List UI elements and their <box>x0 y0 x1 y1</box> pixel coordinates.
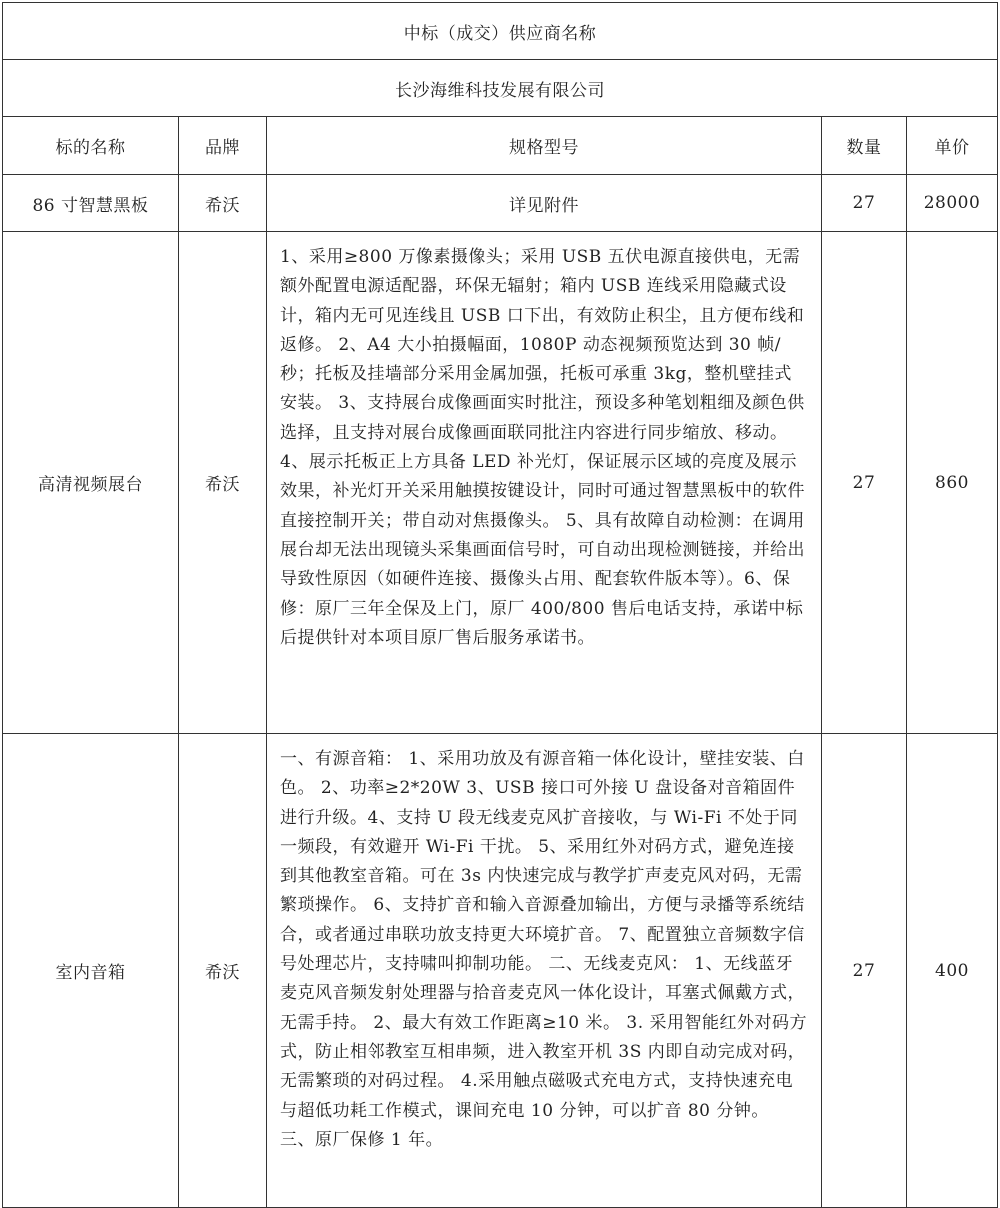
item-qty: 27 <box>822 734 907 1208</box>
item-brand: 希沃 <box>179 734 267 1208</box>
item-spec: 1、采用≥800 万像素摄像头；采用 USB 五伏电源直接供电，无需额外配置电源适配器，环保无辐射；箱内 USB 连线采用隐藏式设计，箱内无可见连线且 USB 口下出，有效防止积尘，且方便布线和返修。 2、A4 大小拍摄幅面，1080P 动态视频预览达到 30 帧/秒；托板及挂墙部分采用金属加强，托板可承重 3kg，整机壁挂式安装。 3、支持展台成像画面实时批注，预设多种笔划粗细及颜色供选择，且支持对展台成像画面联同批注内容进行同步缩放、移动。 4、展示托板正上方具备 LED 补光灯，保证展示区域的亮度及展示效果，补光灯开关采用触摸按键设计，同时可通过智慧黑板中的软件直接控制开关；带自动对焦摄像头。 5、具有故障自动检测：在调用展台却无法出现镜头采集画面信号时，可自动出现检测链接，并给出导致性原因（如硬件连接、摄像头占用、配套软件版本等）。6、保修：原厂三年全保及上门，原厂 400/800 售后电话支持，承诺中标后提供针对本项目原厂售后服务承诺书。 <box>267 232 822 734</box>
title-row <box>3 3 998 60</box>
table-row <box>3 232 998 734</box>
header-brand: 品牌 <box>179 117 267 175</box>
item-name: 86 寸智慧黑板 <box>3 175 179 232</box>
item-spec: 详见附件 <box>267 175 822 232</box>
table-row <box>3 734 998 1208</box>
item-brand: 希沃 <box>179 232 267 734</box>
header-row <box>3 117 998 175</box>
supplier-name: 长沙海维科技发展有限公司 <box>3 60 998 117</box>
item-name: 高清视频展台 <box>3 232 179 734</box>
table-row <box>3 175 998 232</box>
header-price: 单价 <box>907 117 998 175</box>
item-qty: 27 <box>822 175 907 232</box>
item-qty: 27 <box>822 232 907 734</box>
item-name: 室内音箱 <box>3 734 179 1208</box>
award-table <box>2 2 998 1208</box>
item-spec: 一、有源音箱： 1、采用功放及有源音箱一体化设计，壁挂安装、白色。 2、功率≥2*20W 3、USB 接口可外接 U 盘设备对音箱固件进行升级。4、支持 U 段无线麦克风扩音接收，与 Wi-Fi 不处于同一频段，有效避开 Wi-Fi 干扰。 5、采用红外对码方式，避免连接到其他教室音箱。可在 3s 内快速完成与教学扩声麦克风对码，无需繁琐操作。 6、支持扩音和输入音源叠加输出，方便与录播等系统结合，或者通过串联功放支持更大环境扩音。 7、配置独立音频数字信号处理芯片，支持啸叫抑制功能。 二、无线麦克风： 1、无线蓝牙麦克风音频发射处理器与拾音麦克风一体化设计，耳塞式佩戴方式，无需手持。 2、最大有效工作距离≥10 米。 3. 采用智能红外对码方式，防止相邻教室互相串频，进入教室开机 3S 内即自动完成对码，无需繁琐的对码过程。 4.采用触点磁吸式充电方式，支持快速充电与超低功耗工作模式，课间充电 10 分钟，可以扩音 80 分钟。 三、原厂保修 1 年。 <box>267 734 822 1208</box>
item-price: 28000 <box>907 175 998 232</box>
table-title: 中标（成交）供应商名称 <box>3 3 998 60</box>
item-price: 400 <box>907 734 998 1208</box>
header-qty: 数量 <box>822 117 907 175</box>
header-spec: 规格型号 <box>267 117 822 175</box>
item-price: 860 <box>907 232 998 734</box>
item-brand: 希沃 <box>179 175 267 232</box>
supplier-row <box>3 60 998 117</box>
header-item-name: 标的名称 <box>3 117 179 175</box>
